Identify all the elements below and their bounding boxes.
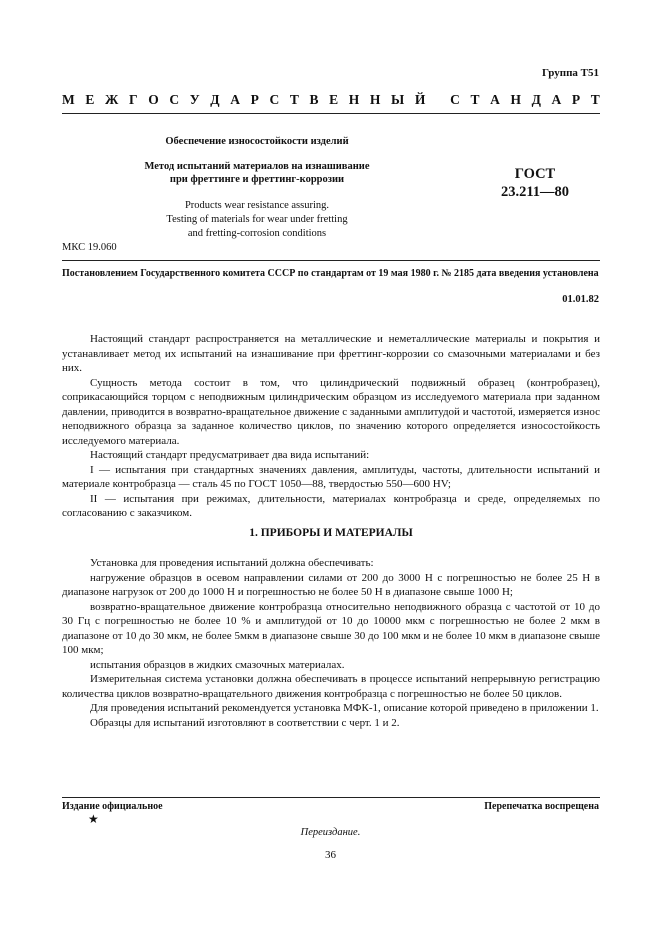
banner-letter: А bbox=[551, 92, 562, 107]
paragraph: I — испытания при стандартных значениях давления, амплитуды, частоты, длительности испытаний и материале контробразца — сталь 45 по ГОСТ 1050—88, твердостью 550—600 HV; bbox=[62, 463, 600, 490]
body-section-intro bbox=[62, 332, 600, 521]
title-line-2: Метод испытаний материалов на изнашивание bbox=[144, 161, 370, 172]
banner-letter: А bbox=[490, 92, 500, 107]
divider bbox=[62, 113, 600, 114]
paragraph: Измерительная система установки должна обеспечивать в процессе испытаний непрерывную регистрацию количества циклов возвратно-вращательного движения контробразца с погрешностью не более 50 циклов. bbox=[62, 673, 600, 700]
banner-letter: А bbox=[230, 92, 240, 107]
introduction-date: 01.01.82 bbox=[562, 294, 599, 305]
banner-letter: Й bbox=[414, 92, 426, 107]
banner-gap bbox=[436, 92, 439, 108]
banner-letter: С bbox=[450, 92, 460, 107]
banner-letter: Т bbox=[590, 92, 600, 107]
gost-code: 23.211—80 bbox=[500, 184, 570, 200]
banner-letter: Е bbox=[85, 92, 95, 107]
banner-letter: Г bbox=[129, 92, 138, 107]
title-en-2: Testing of materials for wear under fretting bbox=[166, 214, 348, 225]
title-en-1: Products wear resistance assuring. bbox=[184, 200, 330, 211]
title-en-3: and fretting-corrosion conditions bbox=[187, 228, 327, 239]
paragraph: Настоящий стандарт распространяется на металлические и неметаллические материалы и покрытия и устанавливает метод их испытаний на изнашивание при фреттинг-коррозии со смазочными материалами и без них. bbox=[62, 333, 600, 374]
banner-letter: М bbox=[62, 92, 75, 107]
paragraph: Настоящий стандарт предусматривает два вида испытаний: bbox=[90, 449, 370, 461]
paragraph: Установка для проведения испытаний должна обеспечивать: bbox=[90, 557, 374, 569]
gost-number bbox=[470, 165, 600, 201]
body-section-1 bbox=[62, 556, 600, 730]
gost-label: ГОСТ bbox=[514, 166, 556, 182]
paragraph: Сущность метода состоит в том, что цилиндрический подвижный образец (контробразец), соприкасающийся торцом с неподвижным цилиндрическим образцом из исследуемого материала при заданном давлении, приводится в возвратно-вращательное движение с заданными амплитудой и частотой, измеряется износ неподвижного образца за заданное количество циклов, по значению которого определяется износостойкость исследуемого материала. bbox=[62, 376, 600, 447]
banner-letter: Н bbox=[348, 92, 360, 107]
divider bbox=[62, 260, 600, 261]
decree-text: Постановлением Государственного комитета СССР по стандартам от 19 мая 1980 г. № 2185 дата введения установлена bbox=[62, 268, 599, 279]
paragraph: возвратно-вращательное движение контробразца относительно неподвижного образца с частотой от 10 до 30 Гц с погрешностью не более 10 % и амплитудой от 10 до 10000 мкм с погрешностью не более 2 мкм в диапазоне от 10 до 30 мкм, не более 5мкм в диапазоне свыше 30 до 100 мкм и не более 10 мкм в диапазоне свыше 100 мкм; bbox=[62, 600, 600, 656]
official-edition-label: Издание официальное bbox=[62, 801, 163, 812]
banner-letter: В bbox=[309, 92, 319, 107]
title-english bbox=[62, 199, 452, 241]
title-line-1: Обеспечение износостойкости изделий bbox=[165, 136, 349, 147]
banner-letter: С bbox=[169, 92, 180, 107]
paragraph: Для проведения испытаний рекомендуется установка МФК-1, описание которой приведено в приложении 1. bbox=[90, 702, 599, 714]
standard-banner bbox=[62, 92, 600, 108]
group-code: Группа Т51 bbox=[541, 67, 599, 79]
page-number: 36 bbox=[325, 849, 336, 861]
banner-letter: Н bbox=[510, 92, 521, 107]
banner-letter: Ж bbox=[105, 92, 119, 107]
paragraph: нагружение образцов в осевом направлении силами от 200 до 3000 Н с погрешностью не более 25 Н в диапазоне нагрузок от 200 до 1000 Н и погрешностью не более 50 Н в диапазоне свыше 1000 Н; bbox=[62, 571, 600, 598]
banner-letter: Ы bbox=[391, 92, 405, 107]
banner-letter: Д bbox=[531, 92, 541, 107]
title-line-3: при фреттинге и фреттинг-коррозии bbox=[169, 174, 345, 185]
banner-letter: Р bbox=[250, 92, 259, 107]
reissue-note: Переиздание. bbox=[300, 827, 361, 838]
banner-letter: У bbox=[189, 92, 200, 107]
paragraph: II — испытания при режимах, длительности, материалах контробразца и среде, определяемых по согласованию с заказчиком. bbox=[62, 492, 600, 519]
banner-letter: С bbox=[269, 92, 280, 107]
section-heading: 1. ПРИБОРЫ И МАТЕРИАЛЫ bbox=[249, 527, 413, 539]
divider bbox=[62, 797, 600, 798]
banner-letter: Н bbox=[369, 92, 381, 107]
reprint-prohibited-label: Перепечатка воспрещена bbox=[484, 801, 599, 812]
banner-letter: Д bbox=[210, 92, 220, 107]
banner-letter: О bbox=[148, 92, 159, 107]
banner-letter: Е bbox=[329, 92, 339, 107]
banner-letter: Т bbox=[289, 92, 299, 107]
mks-code: МКС 19.060 bbox=[62, 242, 117, 253]
paragraph: испытания образцов в жидких смазочных материалах. bbox=[90, 658, 345, 671]
paragraph: Образцы для испытаний изготовляют в соответствии с черт. 1 и 2. bbox=[90, 716, 400, 729]
banner-letter: Т bbox=[470, 92, 480, 107]
banner-letter: Р bbox=[571, 92, 581, 107]
star-icon: ★ bbox=[88, 812, 99, 826]
title-main bbox=[62, 160, 452, 186]
